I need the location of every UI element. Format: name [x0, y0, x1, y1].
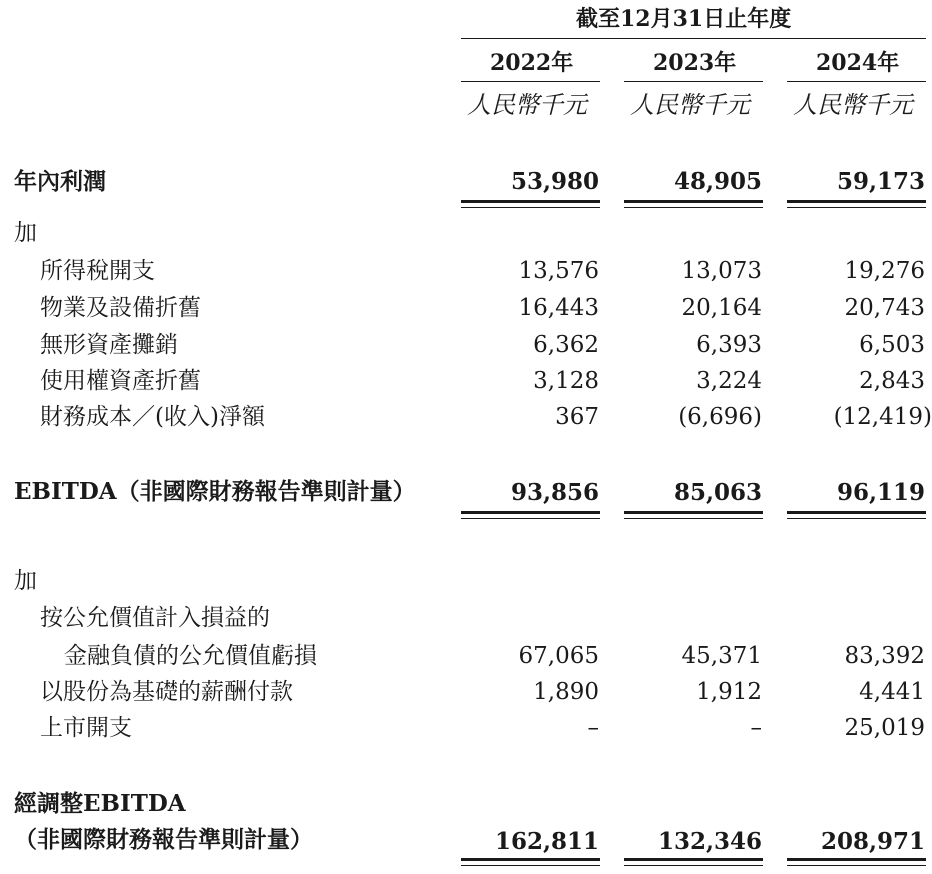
- adjusted-label-line1: 經調整EBITDA: [14, 790, 186, 817]
- finance-2023: (6,696): [678, 404, 762, 430]
- adjusted-double-rule-top: [624, 858, 763, 861]
- sharepay-2023: 1,912: [696, 679, 762, 705]
- sharepay-2024: 4,441: [859, 679, 925, 705]
- listing-2022: –: [587, 715, 599, 741]
- sharepay-2022: 1,890: [533, 679, 599, 705]
- profit-2022: 53,980: [510, 168, 599, 195]
- profit-double-rule-bottom: [461, 207, 600, 208]
- ebitda-double-rule-top: [624, 511, 763, 514]
- ebitda-double-rule-top: [461, 511, 600, 514]
- year-2024-header: 2024年: [816, 50, 900, 76]
- adjusted-2024: 208,971: [820, 828, 925, 855]
- finance-2022: 367: [555, 404, 599, 430]
- intangible-label: 無形資產攤銷: [40, 332, 178, 358]
- ppe-label: 物業及設備折舊: [40, 295, 201, 321]
- adjusted-2022: 162,811: [494, 828, 599, 855]
- year-2022-rule: [461, 81, 600, 82]
- adjusted-double-rule-bottom: [787, 865, 926, 866]
- ebitda-2022: 93,856: [510, 479, 599, 506]
- finance-label: 財務成本／(收入)淨額: [40, 404, 265, 430]
- listing-2024: 25,019: [844, 715, 925, 741]
- profit-double-rule-bottom: [787, 207, 926, 208]
- profit-double-rule-bottom: [624, 207, 763, 208]
- profit-2023: 48,905: [673, 168, 762, 195]
- profit-label: 年內利潤: [14, 168, 106, 195]
- profit-2024: 59,173: [836, 168, 925, 195]
- year-2022-header: 2022年: [490, 50, 574, 76]
- year-2023-header: 2023年: [653, 50, 737, 76]
- profit-double-rule-top: [461, 200, 600, 203]
- ppe-2024: 20,743: [844, 295, 925, 321]
- profit-double-rule-top: [624, 200, 763, 203]
- adjusted-double-rule-bottom: [624, 865, 763, 866]
- ebitda-double-rule-bottom: [624, 518, 763, 519]
- tax-2022: 13,576: [518, 258, 599, 284]
- sharepay-label: 以股份為基礎的薪酬付款: [40, 679, 293, 705]
- unit-2023: 人民幣千元: [630, 91, 750, 119]
- tax-2023: 13,073: [681, 258, 762, 284]
- fvloss-2024: 83,392: [844, 643, 925, 669]
- ebitda-double-rule-bottom: [787, 518, 926, 519]
- ebitda-label: EBITDA（非國際財務報告準則計量）: [14, 478, 416, 505]
- ebitda-double-rule-bottom: [461, 518, 600, 519]
- intangible-2023: 6,393: [696, 332, 762, 358]
- period-header-rule: [461, 38, 926, 39]
- add-label-1: 加: [14, 220, 37, 246]
- rou-2022: 3,128: [533, 368, 599, 394]
- ebitda-double-rule-top: [787, 511, 926, 514]
- ebitda-2024: 96,119: [836, 479, 925, 506]
- fvloss-2022: 67,065: [518, 643, 599, 669]
- fvloss-label-line1: 按公允價值計入損益的: [40, 605, 270, 631]
- adjusted-double-rule-top: [787, 858, 926, 861]
- rou-label: 使用權資產折舊: [40, 368, 201, 394]
- unit-2022: 人民幣千元: [467, 91, 587, 119]
- adjusted-double-rule-top: [461, 858, 600, 861]
- fvloss-2023: 45,371: [681, 643, 762, 669]
- intangible-2022: 6,362: [533, 332, 599, 358]
- period-header: 截至12月31日止年度: [576, 6, 792, 32]
- listing-label: 上市開支: [40, 715, 132, 741]
- fvloss-label-line2: 金融負債的公允價值虧損: [64, 643, 317, 669]
- tax-2024: 19,276: [844, 258, 925, 284]
- tax-label: 所得稅開支: [40, 258, 155, 284]
- listing-2023: –: [750, 715, 762, 741]
- ppe-2022: 16,443: [518, 295, 599, 321]
- adjusted-double-rule-bottom: [461, 865, 600, 866]
- unit-2024: 人民幣千元: [793, 91, 913, 119]
- ebitda-2023: 85,063: [673, 479, 762, 506]
- profit-double-rule-top: [787, 200, 926, 203]
- year-2024-rule: [787, 81, 926, 82]
- rou-2023: 3,224: [696, 368, 762, 394]
- finance-2024: (12,419): [833, 404, 932, 430]
- rou-2024: 2,843: [859, 368, 925, 394]
- ppe-2023: 20,164: [681, 295, 762, 321]
- year-2023-rule: [624, 81, 763, 82]
- add-label-2: 加: [14, 568, 37, 594]
- adjusted-label-line2: （非國際財務報告準則計量）: [14, 826, 313, 853]
- intangible-2024: 6,503: [859, 332, 925, 358]
- adjusted-2023: 132,346: [657, 828, 762, 855]
